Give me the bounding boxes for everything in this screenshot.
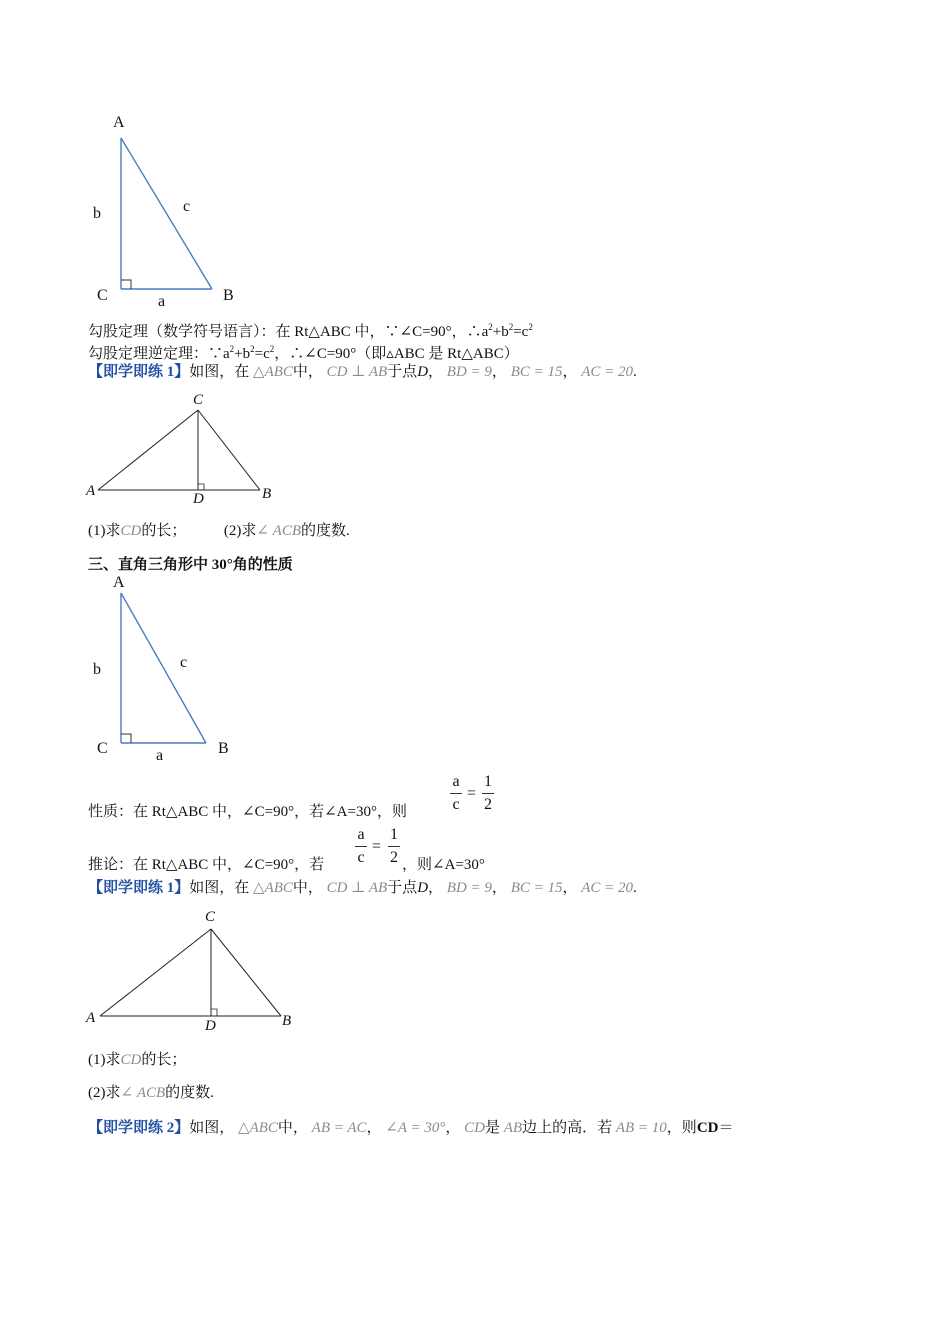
sup: 2: [488, 322, 493, 332]
math: CD: [120, 1052, 142, 1068]
side-label-b: b: [93, 661, 101, 678]
text: ，: [428, 880, 444, 896]
vertex-label-D: D: [193, 491, 204, 507]
vertex-label-B: B: [223, 287, 234, 304]
side-label-a: a: [158, 293, 166, 310]
side-label-a: a: [156, 747, 164, 764]
text: 如图，在: [189, 364, 250, 380]
vertex-label-C: C: [193, 392, 204, 408]
converse-pre: 勾股定理逆定理：∵a: [88, 346, 230, 362]
text: 边上的高．若: [522, 1120, 613, 1136]
text: ，: [428, 364, 444, 380]
text: .: [633, 364, 637, 380]
text: ，: [491, 880, 507, 896]
text: (1)求: [88, 523, 121, 539]
math: CD: [464, 1120, 485, 1136]
side-AC: [100, 929, 211, 1016]
text: .: [633, 880, 637, 896]
theorem-mid1: +b: [492, 324, 509, 340]
math: BD = 9: [446, 364, 492, 380]
corollary-post: ，则∠A=30°: [402, 857, 485, 873]
sup: 2: [269, 344, 275, 354]
math: △ABC: [238, 1120, 278, 1136]
theorem-mid2: =c: [513, 324, 529, 340]
text: 的度数.: [165, 1085, 214, 1101]
corollary-pre: 推论：在 Rt△ABC 中，∠C=90°，若: [88, 857, 325, 873]
math: BD = 9: [446, 880, 492, 896]
vertex-label-C: C: [97, 740, 108, 757]
numerator: 1: [484, 773, 492, 790]
exercise-tag: 【即学即练 1】: [88, 364, 190, 380]
math: AC = 20: [581, 364, 634, 380]
text: ，: [562, 880, 578, 896]
exercise-2-statement: [88, 1119, 734, 1137]
right-angle-mark: [211, 1009, 217, 1016]
side-label-c: c: [180, 654, 188, 671]
math: AB = AC: [311, 1120, 367, 1136]
equals: =: [372, 838, 382, 855]
vertex-label-A: A: [113, 574, 125, 591]
text: 的度数.: [301, 523, 350, 539]
sup: 2: [229, 344, 235, 354]
sup: 2: [250, 344, 255, 354]
text: 如图，: [189, 1120, 235, 1136]
text: ，: [491, 364, 507, 380]
vertex-label-B: B: [282, 1013, 292, 1029]
denominator: c: [452, 796, 460, 813]
exercise-tag: 【即学即练 1】: [88, 880, 190, 896]
math: CD: [696, 1120, 719, 1136]
math: BC = 15: [510, 364, 563, 380]
numerator: 1: [390, 826, 398, 843]
vertex-label-B: B: [262, 486, 272, 502]
math: AC = 20: [581, 880, 634, 896]
math: BC = 15: [510, 880, 563, 896]
math: △ABC: [253, 880, 293, 896]
text: ，: [366, 1120, 382, 1136]
converse-mid2: =c: [254, 346, 270, 362]
side-label-c: c: [183, 198, 191, 215]
converse-post: ，∴∠C=90°（即▵ABC 是 Rt△ABC）: [274, 346, 519, 362]
math: D: [417, 880, 429, 896]
vertex-label-C: C: [205, 909, 216, 925]
section-title: 三、直角三角形中 30°角的性质: [88, 557, 293, 573]
text: (2)求: [223, 523, 257, 539]
vertex-label-D: D: [205, 1018, 216, 1034]
math: ∠ ACB: [256, 523, 302, 539]
vertex-label-C: C: [97, 287, 108, 304]
math: ∠A = 30°: [385, 1120, 446, 1136]
text: ，: [445, 1120, 461, 1136]
text: ，则: [666, 1120, 697, 1136]
math: D: [417, 364, 429, 380]
math: ∠ ACB: [120, 1085, 166, 1101]
denominator: 2: [390, 849, 398, 866]
text: 于点: [387, 880, 418, 896]
theorem-pre: 勾股定理（数学符号语言）：在 Rt△ABC 中，∵∠C=90°，∴a: [88, 324, 489, 340]
text: 于点: [387, 364, 418, 380]
math: AB: [503, 1120, 523, 1136]
numerator: a: [357, 826, 365, 843]
math: AB = 10: [615, 1120, 667, 1136]
text: (2)求: [88, 1085, 121, 1101]
text: 的长；: [141, 523, 187, 539]
vertex-label-A: A: [113, 114, 125, 131]
math: CD ⊥ AB: [326, 364, 388, 380]
text: ，: [562, 364, 578, 380]
text: 的长；: [141, 1052, 187, 1068]
text: ＝: [718, 1120, 734, 1136]
text: (1)求: [88, 1052, 121, 1068]
property-text: 性质：在 Rt△ABC 中，∠C=90°，若∠A=30°，则: [88, 804, 407, 820]
vertex-label-A: A: [86, 1010, 96, 1026]
exercise-1b-question-1: [88, 1051, 186, 1069]
text: 如图，在: [189, 880, 250, 896]
math: △ABC: [253, 364, 293, 380]
numerator: a: [452, 773, 460, 790]
denominator: c: [357, 849, 365, 866]
side-CB: [211, 929, 281, 1016]
exercise-1b-question-2: [88, 1084, 214, 1102]
math: CD: [120, 523, 142, 539]
side-label-b: b: [93, 205, 101, 222]
converse-mid1: +b: [234, 346, 251, 362]
vertex-label-A: A: [86, 483, 96, 499]
sup: 2: [508, 322, 514, 332]
text: 中，: [277, 1120, 308, 1136]
equals: =: [467, 785, 477, 802]
vertex-label-B: B: [218, 740, 229, 757]
text: 中，: [292, 364, 323, 380]
text: 是: [484, 1120, 500, 1136]
denominator: 2: [484, 796, 492, 813]
text: 中，: [292, 880, 323, 896]
sup: 2: [528, 322, 533, 332]
exercise-tag: 【即学即练 2】: [88, 1120, 190, 1136]
math: CD ⊥ AB: [326, 880, 388, 896]
